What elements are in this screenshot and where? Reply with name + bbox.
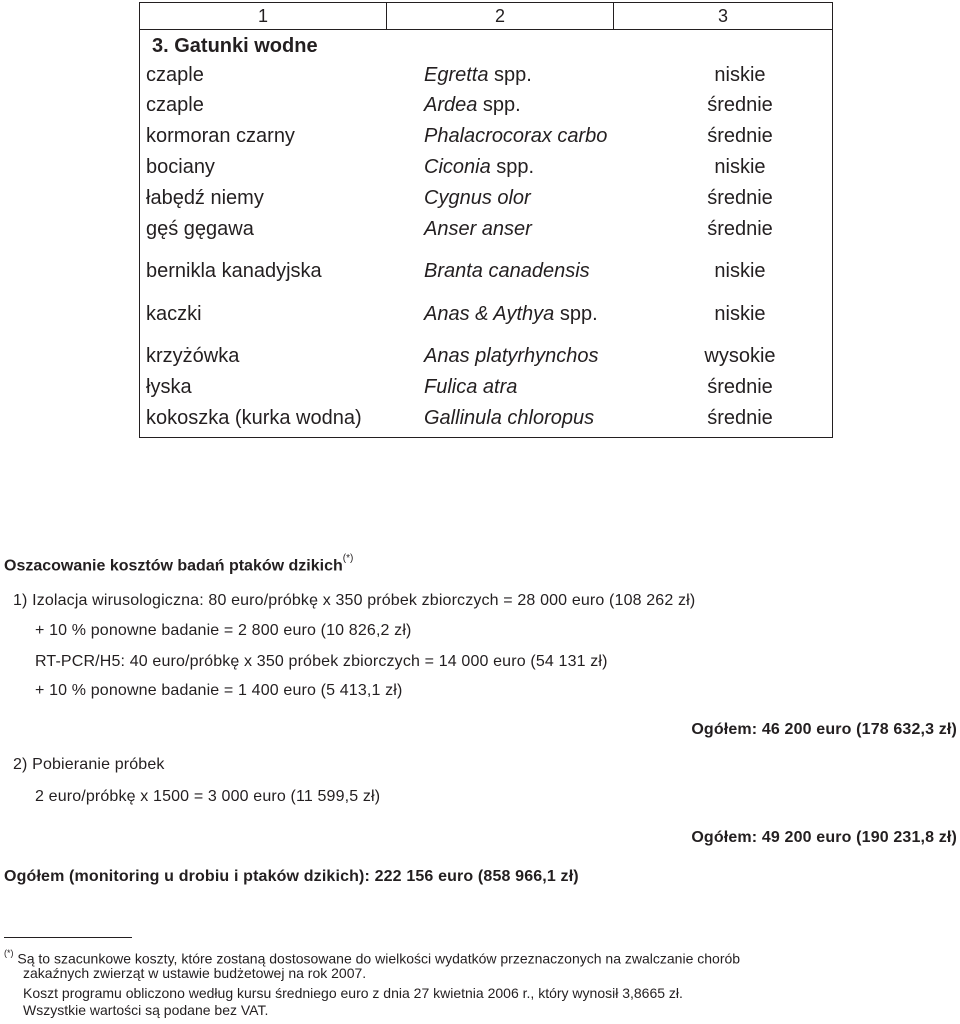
table-row <box>140 184 832 212</box>
latin-suffix: spp. <box>490 156 535 178</box>
rtpcr-line: RT-PCR/H5: 40 euro/próbkę x 350 próbek zbiorczych = 14 000 euro (54 131 zł) <box>35 653 608 670</box>
latin-name: Anas & Aythya <box>424 303 555 325</box>
isolation-retest-line: + 10 % ponowne badanie = 2 800 euro (10 826,2 zł) <box>35 622 412 639</box>
latin-name: Anas platyrhynchos <box>424 345 599 367</box>
table-row <box>140 373 832 401</box>
table-row <box>140 122 832 150</box>
table-header-row <box>140 3 832 30</box>
item1-total: Ogółem: 46 200 euro (178 632,3 zł) <box>691 721 957 738</box>
latin-name: Branta canadensis <box>424 260 590 282</box>
cost-heading-footnote-mark: (*) <box>342 553 354 564</box>
risk-level-cell: średnie <box>707 376 773 398</box>
table-row <box>140 342 832 370</box>
latin-name-cell <box>424 122 607 150</box>
sampling-line: 2) Pobieranie próbek <box>13 756 165 773</box>
column-number-1: 1 <box>257 6 268 26</box>
footnote-divider <box>4 937 132 938</box>
table-row <box>140 215 832 243</box>
footnote-mark: (*) <box>4 948 14 958</box>
footnote-line-2: zakaźnych zwierząt w ustawie budżetowej na rok 2007. <box>23 965 367 981</box>
latin-name: Egretta <box>424 64 489 86</box>
latin-name-cell <box>424 215 532 243</box>
risk-level-cell: średnie <box>707 187 773 209</box>
cost-heading <box>4 553 354 575</box>
common-name-cell: kaczki <box>146 303 202 325</box>
grand-total: Ogółem (monitoring u drobiu i ptaków dzikich): 222 156 euro (858 966,1 zł) <box>4 868 579 885</box>
column-number-3: 3 <box>717 6 728 26</box>
common-name-cell: łabędź niemy <box>146 187 264 209</box>
latin-name-cell <box>424 342 599 370</box>
latin-suffix: spp. <box>488 64 532 86</box>
latin-name-cell <box>424 153 534 181</box>
risk-level-cell: średnie <box>707 407 773 429</box>
risk-level-cell: średnie <box>707 94 773 116</box>
table-row <box>140 257 832 285</box>
latin-name-cell <box>424 373 517 401</box>
section-title: 3. Gatunki wodne <box>152 35 318 57</box>
common-name-cell: kokoszka (kurka wodna) <box>146 407 362 429</box>
common-name-cell: łyska <box>146 376 192 398</box>
rtpcr-retest-line: + 10 % ponowne badanie = 1 400 euro (5 413,1 zł) <box>35 682 403 699</box>
common-name-cell: czaple <box>146 64 204 86</box>
latin-name-cell <box>424 257 590 285</box>
risk-level-cell: niskie <box>714 156 766 178</box>
common-name-cell: gęś gęgawa <box>146 218 254 240</box>
sampling-cost-line: 2 euro/próbkę x 1500 = 3 000 euro (11 599,5 zł) <box>35 788 381 805</box>
latin-name-cell <box>424 184 531 212</box>
table-row <box>140 91 832 119</box>
risk-level-cell: wysokie <box>704 345 776 367</box>
risk-level-cell: średnie <box>707 218 773 240</box>
latin-name: Fulica atra <box>424 376 518 398</box>
table-row <box>140 300 832 328</box>
risk-level-cell: niskie <box>714 260 766 282</box>
latin-name-cell <box>424 91 521 119</box>
latin-name-cell <box>424 61 532 89</box>
latin-name: Ciconia <box>424 156 491 178</box>
cost-heading-text: Oszacowanie kosztów badań ptaków dzikich <box>4 557 343 575</box>
risk-level-cell: średnie <box>707 125 773 147</box>
item2-total: Ogółem: 49 200 euro (190 231,8 zł) <box>691 829 957 846</box>
footnote-line-4: Wszystkie wartości są podane bez VAT. <box>23 1002 269 1018</box>
common-name-cell: krzyżówka <box>146 345 240 367</box>
latin-name: Ardea <box>424 94 478 116</box>
species-table <box>139 2 833 438</box>
common-name-cell: czaple <box>146 94 204 116</box>
risk-level-cell: niskie <box>714 64 766 86</box>
isolation-line: 1) Izolacja wirusologiczna: 80 euro/próbkę x 350 próbek zbiorczych = 28 000 euro (108 262 zł) <box>13 592 696 609</box>
latin-name-cell <box>424 300 598 328</box>
latin-name: Gallinula chloropus <box>424 407 595 429</box>
latin-suffix: spp. <box>554 303 598 325</box>
footnote-line-3: Koszt programu obliczono według kursu średniego euro z dnia 27 kwietnia 2006 r., który wynosił 3,8665 zł. <box>23 985 683 1001</box>
table-row <box>140 61 832 89</box>
table-row <box>140 404 832 432</box>
footnote-text-1: Są to szacunkowe koszty, które zostaną dostosowane do wielkości wydatków przeznaczonych na zwalczanie chorób <box>17 950 741 967</box>
common-name-cell: kormoran czarny <box>146 125 295 147</box>
common-name-cell: bernikla kanadyjska <box>146 260 322 282</box>
latin-suffix: spp. <box>477 94 521 116</box>
column-number-2: 2 <box>494 6 505 26</box>
latin-name: Phalacrocorax carbo <box>424 125 608 147</box>
common-name-cell: bociany <box>146 156 215 178</box>
risk-level-cell: niskie <box>714 303 766 325</box>
table-row <box>140 153 832 181</box>
latin-name: Anser anser <box>424 218 532 240</box>
latin-name: Cygnus olor <box>424 187 531 209</box>
latin-name-cell <box>424 404 594 432</box>
